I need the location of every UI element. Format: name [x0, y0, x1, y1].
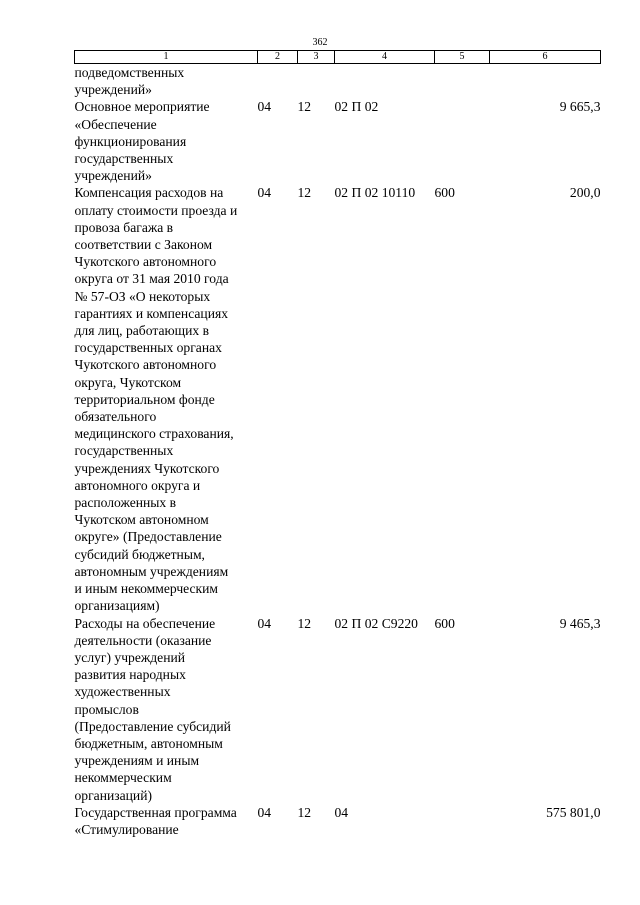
column-header-1: 1 — [75, 51, 258, 64]
budget-table — [74, 50, 601, 838]
row-amount: 9 665,3 — [559, 99, 601, 115]
row-section-code: 04 — [257, 804, 272, 820]
row-subsection-code: 12 — [297, 99, 312, 115]
row-expense-type-code: 600 — [434, 615, 455, 631]
column-number-header — [75, 51, 601, 64]
row-expense-type-code — [435, 98, 490, 184]
row-subsection-code: 12 — [297, 615, 312, 631]
row-section-code: 04 — [257, 99, 272, 115]
row-expense-type-code — [435, 64, 490, 99]
table-row — [75, 804, 601, 838]
row-section-code — [258, 64, 298, 99]
row-target-article-code: 02 П 02 С9220 — [334, 615, 418, 631]
table-row — [75, 98, 601, 184]
row-expense-type-code — [435, 804, 490, 838]
column-header-3: 3 — [298, 51, 335, 64]
row-expense-type-code: 600 — [434, 185, 455, 201]
column-header-2: 2 — [258, 51, 298, 64]
row-name: Государственная программа «Стимулирование — [74, 804, 237, 837]
row-target-article-code — [335, 64, 435, 99]
column-header-4: 4 — [335, 51, 435, 64]
row-subsection-code: 12 — [297, 804, 312, 820]
row-name: Основное мероприятие «Обеспечение функционирования государственных учреждений» — [74, 99, 210, 184]
row-amount: 9 465,3 — [559, 615, 601, 631]
row-target-article-code: 04 — [334, 804, 349, 820]
column-header-5: 5 — [435, 51, 490, 64]
row-target-article-code: 02 П 02 10110 — [334, 185, 416, 201]
table-row — [75, 615, 601, 804]
page-number: 362 — [312, 37, 328, 48]
row-name: Компенсация расходов на оплату стоимости проезда и провоза багажа в соответствии с Законом Чукотского автономного округа от 31 мая 2010 года № 57-ОЗ «О некоторых гарантиях и компенсациях для лиц, работающих в государственных органах Чукотского автономного округа, Чукотском территориальном фонде обязательного медицинского страхования, государственных учреждениях Чукотского автономного округа и расположенных в Чукотском автономном округе» (Предоставление субсидий бюджетным, автономным учреждениям и иным некоммерческим организациям) — [74, 185, 238, 614]
row-subsection-code — [298, 64, 335, 99]
row-name: Расходы на обеспечение деятельности (оказание услуг) учреждений развития народных художественных промыслов (Предоставление субсидий бюджетным, автономным учреждениям и иным некоммерческим организаций) — [74, 615, 231, 803]
row-target-article-code: 02 П 02 — [334, 99, 379, 115]
table-row — [75, 64, 601, 99]
row-subsection-code: 12 — [297, 185, 312, 201]
row-amount: 200,0 — [569, 185, 601, 201]
row-section-code: 04 — [257, 615, 272, 631]
table-row — [75, 184, 601, 614]
row-section-code: 04 — [257, 185, 272, 201]
row-name: подведомственных учреждений» — [74, 65, 185, 98]
row-amount — [490, 64, 601, 99]
row-amount: 575 801,0 — [546, 804, 601, 820]
column-header-6: 6 — [490, 51, 601, 64]
